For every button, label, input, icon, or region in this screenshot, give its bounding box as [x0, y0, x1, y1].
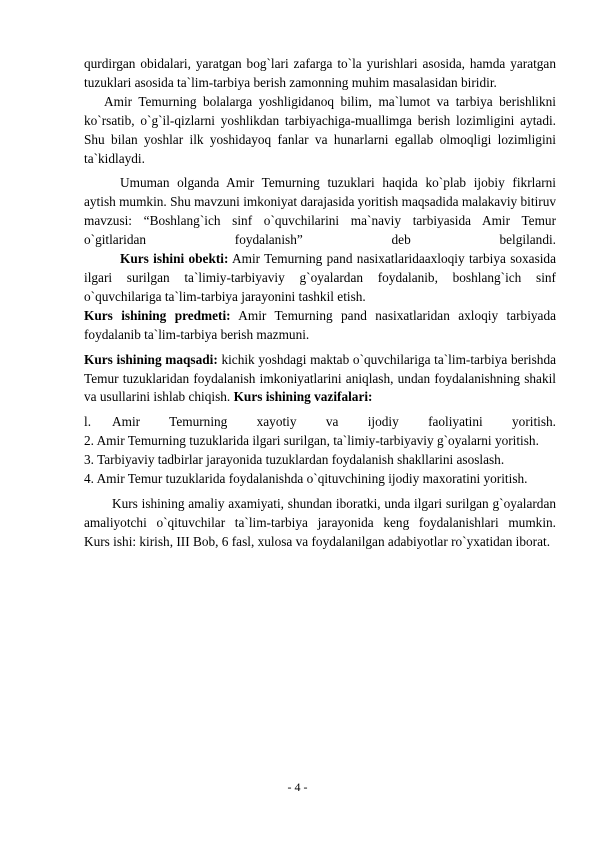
education-paragraph: Amir Temurning bolalarga yoshligidanoq bilim, ma`lumot va tarbiya berishlikni ko`rsatib, o`g`il-qizlarni yoshlikdan tarbiyachiga-muallimga berish lozimligini aytadi. Shu bilan yoshlar ilk yoshidayoq fanlar va hunarlarni egallab olmoqligi lozimligini ta`kidlaydi.: [84, 93, 556, 166]
list-item: [84, 413, 556, 432]
list-text: Amir Temur tuzuklarida foydalanishda o`qituvchining ijodiy maxoratini yoritish.: [96, 471, 528, 487]
document-body: [84, 55, 556, 552]
list-text: Tarbiyaviy tadbirlar jarayonida tuzuklardan foydalanish shakllarini asoslash.: [97, 452, 505, 468]
aim-label: Kurs ishining maqsadi:: [84, 351, 218, 367]
subject-text: Amir Temurning pand nasixatlaridan axloqiy tarbiyada foydalanib ta`lim-tarbiya berish mazmuni.: [84, 307, 556, 342]
list-number: l.: [84, 414, 92, 430]
list-number: 3.: [84, 452, 94, 468]
intro-paragraph: qurdirgan obidalari, yaratgan bog`lari zafarga to`la yurishlari asosida, hamda yaratgan tuzuklari asosida ta`lim-tarbiya berish zamonning muhim masalasidan biridir.: [84, 56, 556, 90]
object-text: Amir Temurning pand nasixatlaridaaxloqiy tarbiya soxasida ilgari surilgan ta`limiy-tarbiyaviy g`oyalardan foydalanib, boshlang`ich sinf o`quvchilariga ta`lim-tarbiya jarayonini tashkil etish.: [84, 251, 556, 304]
subject-paragraph: [84, 307, 556, 345]
tasks-label: Kurs ishining vazifalari:: [233, 389, 373, 405]
list-number: 4.: [84, 471, 94, 487]
structure-paragraph: Kurs ishi: kirish, III Bob, 6 fasl, xulosa va foydalanilgan adabiyotlar ro`yxatidan iborat.: [84, 533, 551, 549]
object-label: Kurs ishini obekti:: [120, 251, 229, 267]
tasks-list: [84, 413, 556, 489]
list-text: Amir Temurning tuzuklarida ilgari surilgan, ta`limiy-tarbiyaviy g`oyalarni yoritish.: [96, 433, 539, 449]
list-item: [84, 470, 556, 489]
aim-paragraph: [84, 351, 556, 408]
subject-label: Kurs ishining predmeti:: [84, 307, 231, 323]
list-text: Amir Temurning xayotiy va ijodiy faoliyatini yoritish.: [112, 414, 556, 430]
list-number: 2.: [84, 433, 94, 449]
object-paragraph: [84, 250, 556, 307]
page-number: - 4 -: [287, 780, 308, 794]
list-item: [84, 451, 556, 470]
list-item: [84, 432, 556, 451]
practical-paragraph: Kurs ishining amaliy axamiyati, shundan iboratki, unda ilgari surilgan g`oyalardan amaliyotchi o`qituvchilar ta`lim-tarbiya jarayonida keng foydalanishlari mumkin.: [84, 495, 556, 530]
topic-paragraph: Umuman olganda Amir Temurning tuzuklari haqida ko`plab ijobiy fikrlarni aytish mumkin. Shu mavzuni imkoniyat darajasida yoritish maqsadida malakaviy bitiruv mavzusi: “Boshlang`ich sinf o`quvchilarini ma`naviy tarbiyasida Amir Temur o`gitlaridan foydalanish” deb belgilandi.: [84, 175, 556, 248]
aim-text: kichik yoshdagi maktab o`quvchilariga ta`lim-tarbiya berishda Temur tuzuklaridan foydalanish imkoniyatlarini aniqlash, undan foydalanishning shakil va usullarini ishlab chiqish.: [84, 351, 557, 405]
